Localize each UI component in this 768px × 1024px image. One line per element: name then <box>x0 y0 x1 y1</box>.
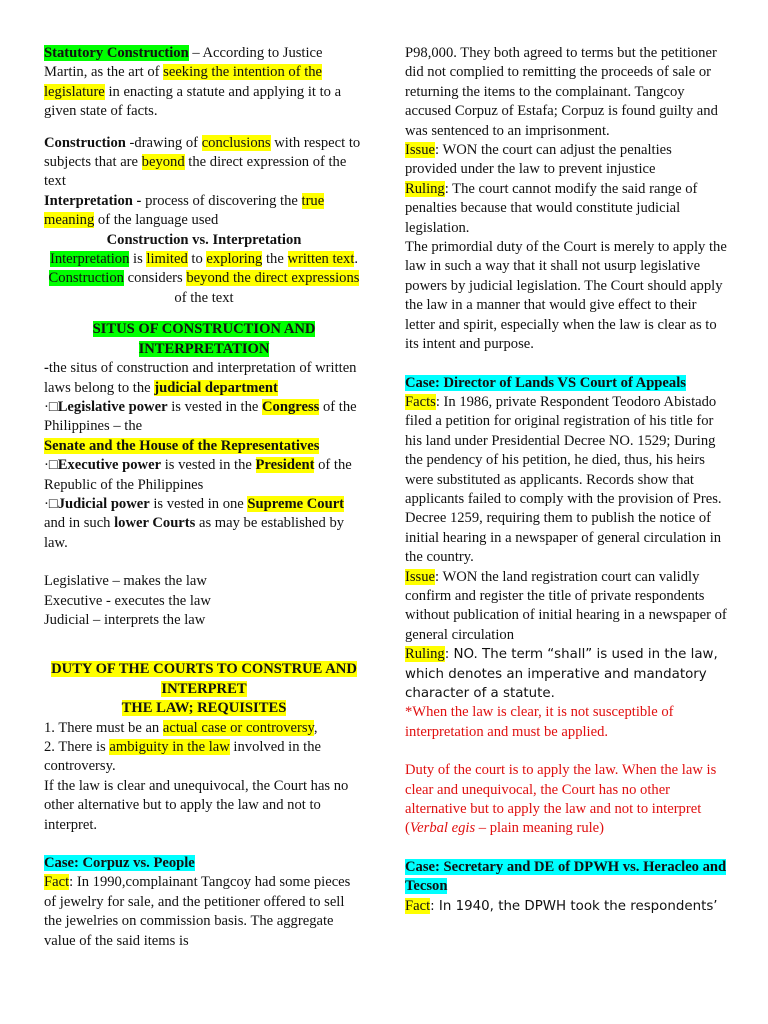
text: – According to Justice Martin, as the art of <box>44 45 323 81</box>
ruling-label: Ruling <box>405 180 445 197</box>
spacer <box>44 308 364 320</box>
text: 2. There is <box>44 739 110 755</box>
spacer <box>44 553 364 572</box>
situs-text <box>44 359 364 398</box>
text: – plain meaning rule) <box>475 820 605 837</box>
case-director-title <box>405 374 727 393</box>
spacer <box>405 355 727 374</box>
case-dpwh-title <box>405 858 727 897</box>
text: of the Republic of the Philippines <box>44 457 352 493</box>
text: : In 1986, private Respondent Teodoro Abistado filed a petition for original registration of his title for his land under Presidential Decree NO. 1529; During the pendency of his petition, he died, thus, his heirs were substituted as applicants. Records show that applicants failed to comply with the provision of Pres. Decree 1259, requiring them to publish the notice of initial hearing in a newspaper of general circulation in the country. <box>405 393 722 566</box>
left-column <box>44 44 364 951</box>
requisite-2 <box>44 738 364 777</box>
duty-of-court-note <box>405 761 727 839</box>
case-corpus-issue <box>405 141 727 180</box>
case-director-ruling <box>405 645 727 703</box>
text: is vested in the <box>167 398 262 415</box>
highlight: Senate and the House of the Representatives <box>44 437 320 454</box>
highlight: limited <box>146 251 188 268</box>
interpretation-definition <box>44 192 364 231</box>
text: : The court cannot modify the said range of penalties because that would constitute judicial legislation. <box>405 180 698 236</box>
clear-law-text: If the law is clear and unequivocal, the Court has no other alternative but to apply the law and not to interpret. <box>44 777 349 833</box>
issue-label: Issue <box>405 142 435 159</box>
branch-line: Executive - executes the law <box>44 592 211 609</box>
issue-label: Issue <box>405 568 435 585</box>
highlight: beyond <box>141 154 185 171</box>
text: as may be established by law. <box>44 515 345 551</box>
duty-heading-line-2: THE LAW; REQUISITES <box>121 700 287 717</box>
bullet: · <box>44 398 49 415</box>
executive-power-item <box>44 456 364 495</box>
text: Duty of the court is to apply the law. When the law is clear and unequivocal, the Court has no other alternative but to apply the law and not to interpret ( <box>405 762 717 837</box>
text: of the Philippines – the <box>44 398 357 435</box>
text: process of discovering the <box>141 192 302 209</box>
text: the direct expression of the text <box>44 154 347 190</box>
highlight: conclusions <box>201 134 271 151</box>
primordial-duty-text: The primordial duty of the Court is merely to apply the law in such a way that it shall not usurp legislative powers by judicial legislation. The Court should apply the law in a manner that would give effect to their letter and spirit, especially when the law is clear as to its intent and purpose. <box>405 239 727 353</box>
bullet-glyph-icon: □ <box>48 398 58 415</box>
text: , <box>313 719 318 736</box>
text: with respect to subjects that are <box>44 134 361 171</box>
highlight: written text <box>287 251 355 268</box>
case-dpwh-fact <box>405 897 727 916</box>
bullet: · <box>44 495 49 512</box>
text: the <box>262 251 288 268</box>
text: of the text <box>174 289 234 306</box>
text: the situs of construction and interpretation of written laws belong to the <box>44 360 357 396</box>
term-executive-power: Executive power <box>57 457 162 474</box>
text: : In 1940, the DPWH took the respondents’ <box>430 898 718 914</box>
verbal-egis-term: Verbal egis <box>409 820 476 837</box>
spacer <box>44 122 364 134</box>
legislative-power-item <box>44 398 364 456</box>
highlight-green: Interpretation <box>49 251 130 268</box>
highlight: ambiguity in the law <box>109 739 230 755</box>
term-construction: Construction <box>44 134 126 151</box>
statutory-construction-paragraph <box>44 44 364 122</box>
text: : WON the land registration court can validly confirm and register the title of private respondents without publication of initial hearing in a newspaper of general circulation <box>405 568 727 643</box>
text: and in such <box>44 515 115 532</box>
spacer <box>44 630 364 660</box>
case-director-facts <box>405 393 727 568</box>
spacer <box>44 835 364 854</box>
text: considers <box>123 270 187 287</box>
highlight: seeking the intention of the legislature <box>44 64 323 100</box>
text: in enacting a statute and applying it to a given state of facts. <box>44 83 342 120</box>
text: : WON the court can adjust the penalties provided under the law to prevent injustice <box>405 142 672 178</box>
dash: - <box>44 360 49 377</box>
term-judicial-power: Judicial power <box>57 495 150 512</box>
branch-line: Legislative – makes the law <box>44 573 207 590</box>
highlight: Congress <box>262 398 320 415</box>
case-corpus-ruling <box>405 180 727 238</box>
bullet-glyph-icon: □ <box>48 457 58 474</box>
case-corpus-title <box>44 854 364 873</box>
duty-heading <box>44 660 364 718</box>
term-lower-courts: lower Courts <box>114 515 196 532</box>
situs-heading <box>44 320 364 359</box>
highlight: President <box>255 457 315 474</box>
case-title-highlight: Case: Director of Lands VS Court of Appeals <box>405 374 686 391</box>
text: is <box>129 251 147 268</box>
law-clear-note: *When the law is clear, it is not susceptible of interpretation and must be applied. <box>405 704 674 740</box>
duty-heading-line-1: DUTY OF THE COURTS TO CONSTRUE AND INTERPRET <box>51 661 357 697</box>
case-director-issue <box>405 568 727 646</box>
term-statutory-construction: Statutory Construction <box>44 45 189 61</box>
text: to <box>187 251 207 268</box>
spacer <box>405 742 727 761</box>
term-legislative-power: Legislative power <box>57 398 168 415</box>
right-column <box>405 44 727 916</box>
highlight: beyond the direct expressions <box>186 270 360 287</box>
highlight: Supreme Court <box>247 495 345 512</box>
text: : NO. The term “shall” is used in the law, which denotes an imperative and mandatory character of a statute. <box>405 647 718 701</box>
requisite-1 <box>44 719 364 738</box>
text: involved in the controversy. <box>44 739 321 775</box>
fact-label: Fact <box>405 897 431 914</box>
text: -drawing of <box>125 134 202 151</box>
text: is vested in the <box>161 457 256 474</box>
bullet-glyph-icon: □ <box>48 495 58 512</box>
highlight: true meaning <box>44 192 325 229</box>
spacer <box>405 839 727 858</box>
highlight: exploring <box>206 251 263 268</box>
text: 1. There must be an <box>44 719 163 736</box>
facts-label: Facts <box>405 393 436 410</box>
case-title-highlight: Case: Corpuz vs. People <box>44 855 195 872</box>
case-title-highlight: Case: Secretary and DE of DPWH vs. Heracleo and Tecson <box>405 858 727 895</box>
case-corpus-fact-continued: P98,000. They both agreed to terms but the petitioner did not complied to remitting the proceeds of sale or returning the items to the complainant. Tangcoy accused Corpuz of Estafa; Corpuz is found guilty and was sentenced to an imprisonment. <box>405 45 718 139</box>
text: is vested in one <box>149 495 248 512</box>
bullet: · <box>44 457 49 474</box>
fact-label: Fact <box>44 874 70 891</box>
text: of the language used <box>94 212 219 229</box>
highlight: actual case or controversy <box>162 719 314 736</box>
highlight: judicial department <box>154 379 278 396</box>
judicial-power-item <box>44 495 364 553</box>
text: : In 1990,complainant Tangcoy had some pieces of jewelry for sale, and the petitioner offered to sell the jewelries on commission basis. The aggregate value of the said items is <box>44 874 351 949</box>
term-interpretation: Interpretation - <box>44 192 142 209</box>
branch-line: Judicial – interprets the law <box>44 611 206 628</box>
situs-heading-line-1: SITUS OF CONSTRUCTION AND <box>92 321 316 338</box>
construction-vs-interpretation-text <box>44 250 364 308</box>
ruling-label: Ruling <box>405 646 445 663</box>
case-corpus-fact <box>44 873 364 951</box>
construction-vs-interpretation-heading: Construction vs. Interpretation <box>106 231 302 248</box>
text: . <box>354 251 359 268</box>
situs-heading-line-2: INTERPRETATION <box>138 340 270 357</box>
highlight-green: Construction <box>48 270 124 287</box>
construction-definition <box>44 134 364 192</box>
